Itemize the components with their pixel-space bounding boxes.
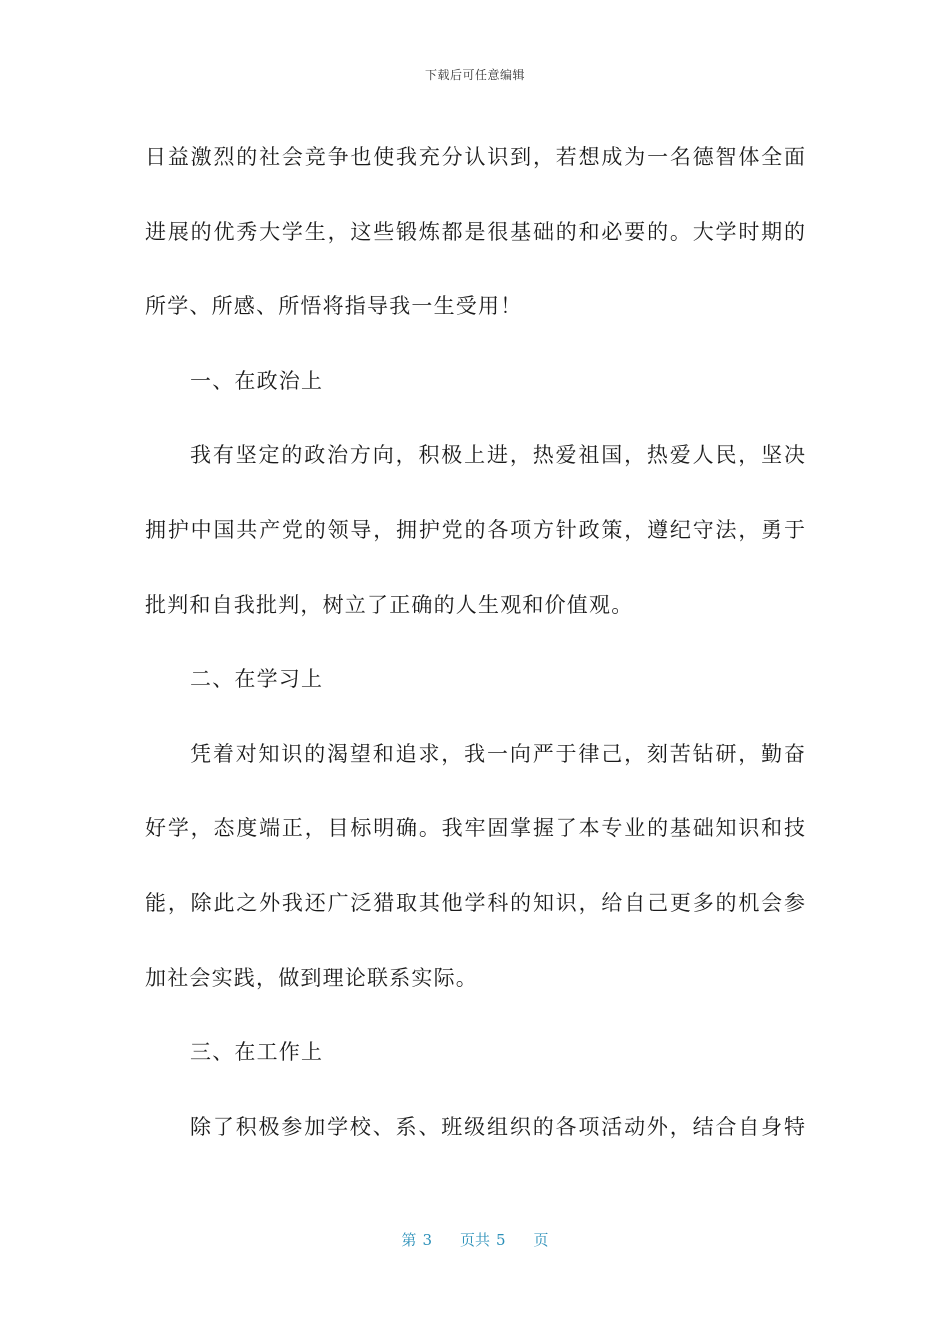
page-label-suffix: 页 xyxy=(533,1231,549,1249)
paragraph-line: 好学，态度端正，目标明确。我牢固掌握了本专业的基础知识和技 xyxy=(145,816,805,841)
paragraph-line: 拥护中国共产党的领导，拥护党的各项方针政策，遵纪守法，勇于 xyxy=(145,517,805,542)
paragraph-line: 能，除此之外我还广泛猎取其他学科的知识，给自己更多的机会参 xyxy=(145,890,805,915)
paragraph-line: 进展的优秀大学生，这些锻炼都是很基础的和必要的。大学时期的 xyxy=(145,219,805,244)
paragraph-line: 除了积极参加学校、系、班级组织的各项活动外，结合自身特 xyxy=(190,1114,805,1139)
header-note: 下载后可任意编辑 xyxy=(424,68,525,82)
paragraph-line: 加社会实践，做到理论联系实际。 xyxy=(145,965,478,990)
paragraph-line: 批判和自我批判，树立了正确的人生观和价值观。 xyxy=(145,592,634,617)
document-body xyxy=(145,120,805,1164)
paragraph-line: 凭着对知识的渴望和追求，我一向严于律己，刻苦钻研，勤奋 xyxy=(190,741,805,766)
page-label-mid: 页共 xyxy=(459,1231,490,1249)
current-page-number: 3 xyxy=(422,1231,432,1249)
section-heading-work: 三、在工作上 xyxy=(190,1040,324,1065)
paragraph-line: 我有坚定的政治方向，积极上进，热爱祖国，热爱人民，坚决 xyxy=(190,443,805,468)
section-heading-politics: 一、在政治上 xyxy=(190,368,324,393)
page-label-prefix: 第 xyxy=(401,1231,417,1249)
paragraph-line: 日益激烈的社会竞争也使我充分认识到，若想成为一名德智体全面 xyxy=(145,145,805,169)
section-heading-study: 二、在学习上 xyxy=(190,667,324,692)
page-footer xyxy=(0,1229,950,1250)
total-pages-number: 5 xyxy=(496,1231,506,1249)
paragraph-line: 所学、所感、所悟将指导我一生受用！ xyxy=(145,294,523,319)
